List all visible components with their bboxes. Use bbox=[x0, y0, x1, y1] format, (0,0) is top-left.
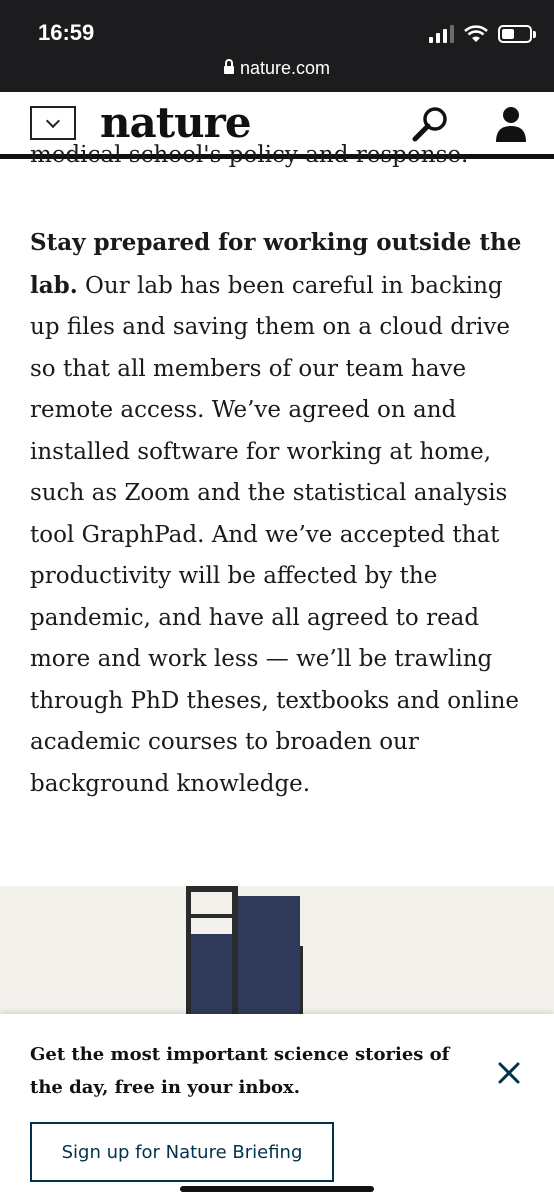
cellular-signal-icon bbox=[429, 25, 454, 43]
article-paragraph bbox=[30, 222, 524, 805]
battery-icon bbox=[498, 25, 532, 43]
account-icon[interactable] bbox=[494, 104, 528, 144]
search-icon[interactable] bbox=[410, 104, 450, 144]
wifi-icon bbox=[464, 25, 488, 43]
home-indicator bbox=[180, 1186, 374, 1192]
chevron-down-icon bbox=[46, 113, 60, 127]
paragraph-body: Our lab has been careful in backing up files and saving them on a cloud drive so that all members of our team have remote access. We’ve agreed on and installed software for working at home, such as Zoom and the statistical analysis tool GraphPad. And we’ve accepted that productivity will be affected by the pandemic, and have all agreed to read more and work less — we’ll be trawling through PhD theses, textbooks and online academic courses to broaden our background knowledge. bbox=[30, 272, 519, 797]
article-cut-line: medical school's policy and response. bbox=[30, 142, 469, 168]
signup-button[interactable]: Sign up for Nature Briefing bbox=[30, 1122, 334, 1182]
article-photo bbox=[0, 886, 554, 1014]
paragraph-lead: Stay prepared for working outside the lab. bbox=[30, 229, 522, 299]
browser-chrome bbox=[0, 0, 554, 92]
status-icons bbox=[429, 22, 532, 46]
close-icon[interactable] bbox=[496, 1060, 522, 1086]
nature-logo[interactable]: nature bbox=[100, 98, 251, 147]
menu-toggle-button[interactable] bbox=[30, 106, 76, 140]
url-text: nature.com bbox=[239, 58, 331, 78]
address-bar[interactable] bbox=[0, 58, 554, 79]
lock-icon bbox=[224, 66, 234, 74]
banner-text: Get the most important science stories of the day, free in your inbox. bbox=[30, 1044, 450, 1098]
status-time: 16:59 bbox=[38, 20, 95, 45]
newsletter-banner bbox=[0, 1014, 554, 1200]
